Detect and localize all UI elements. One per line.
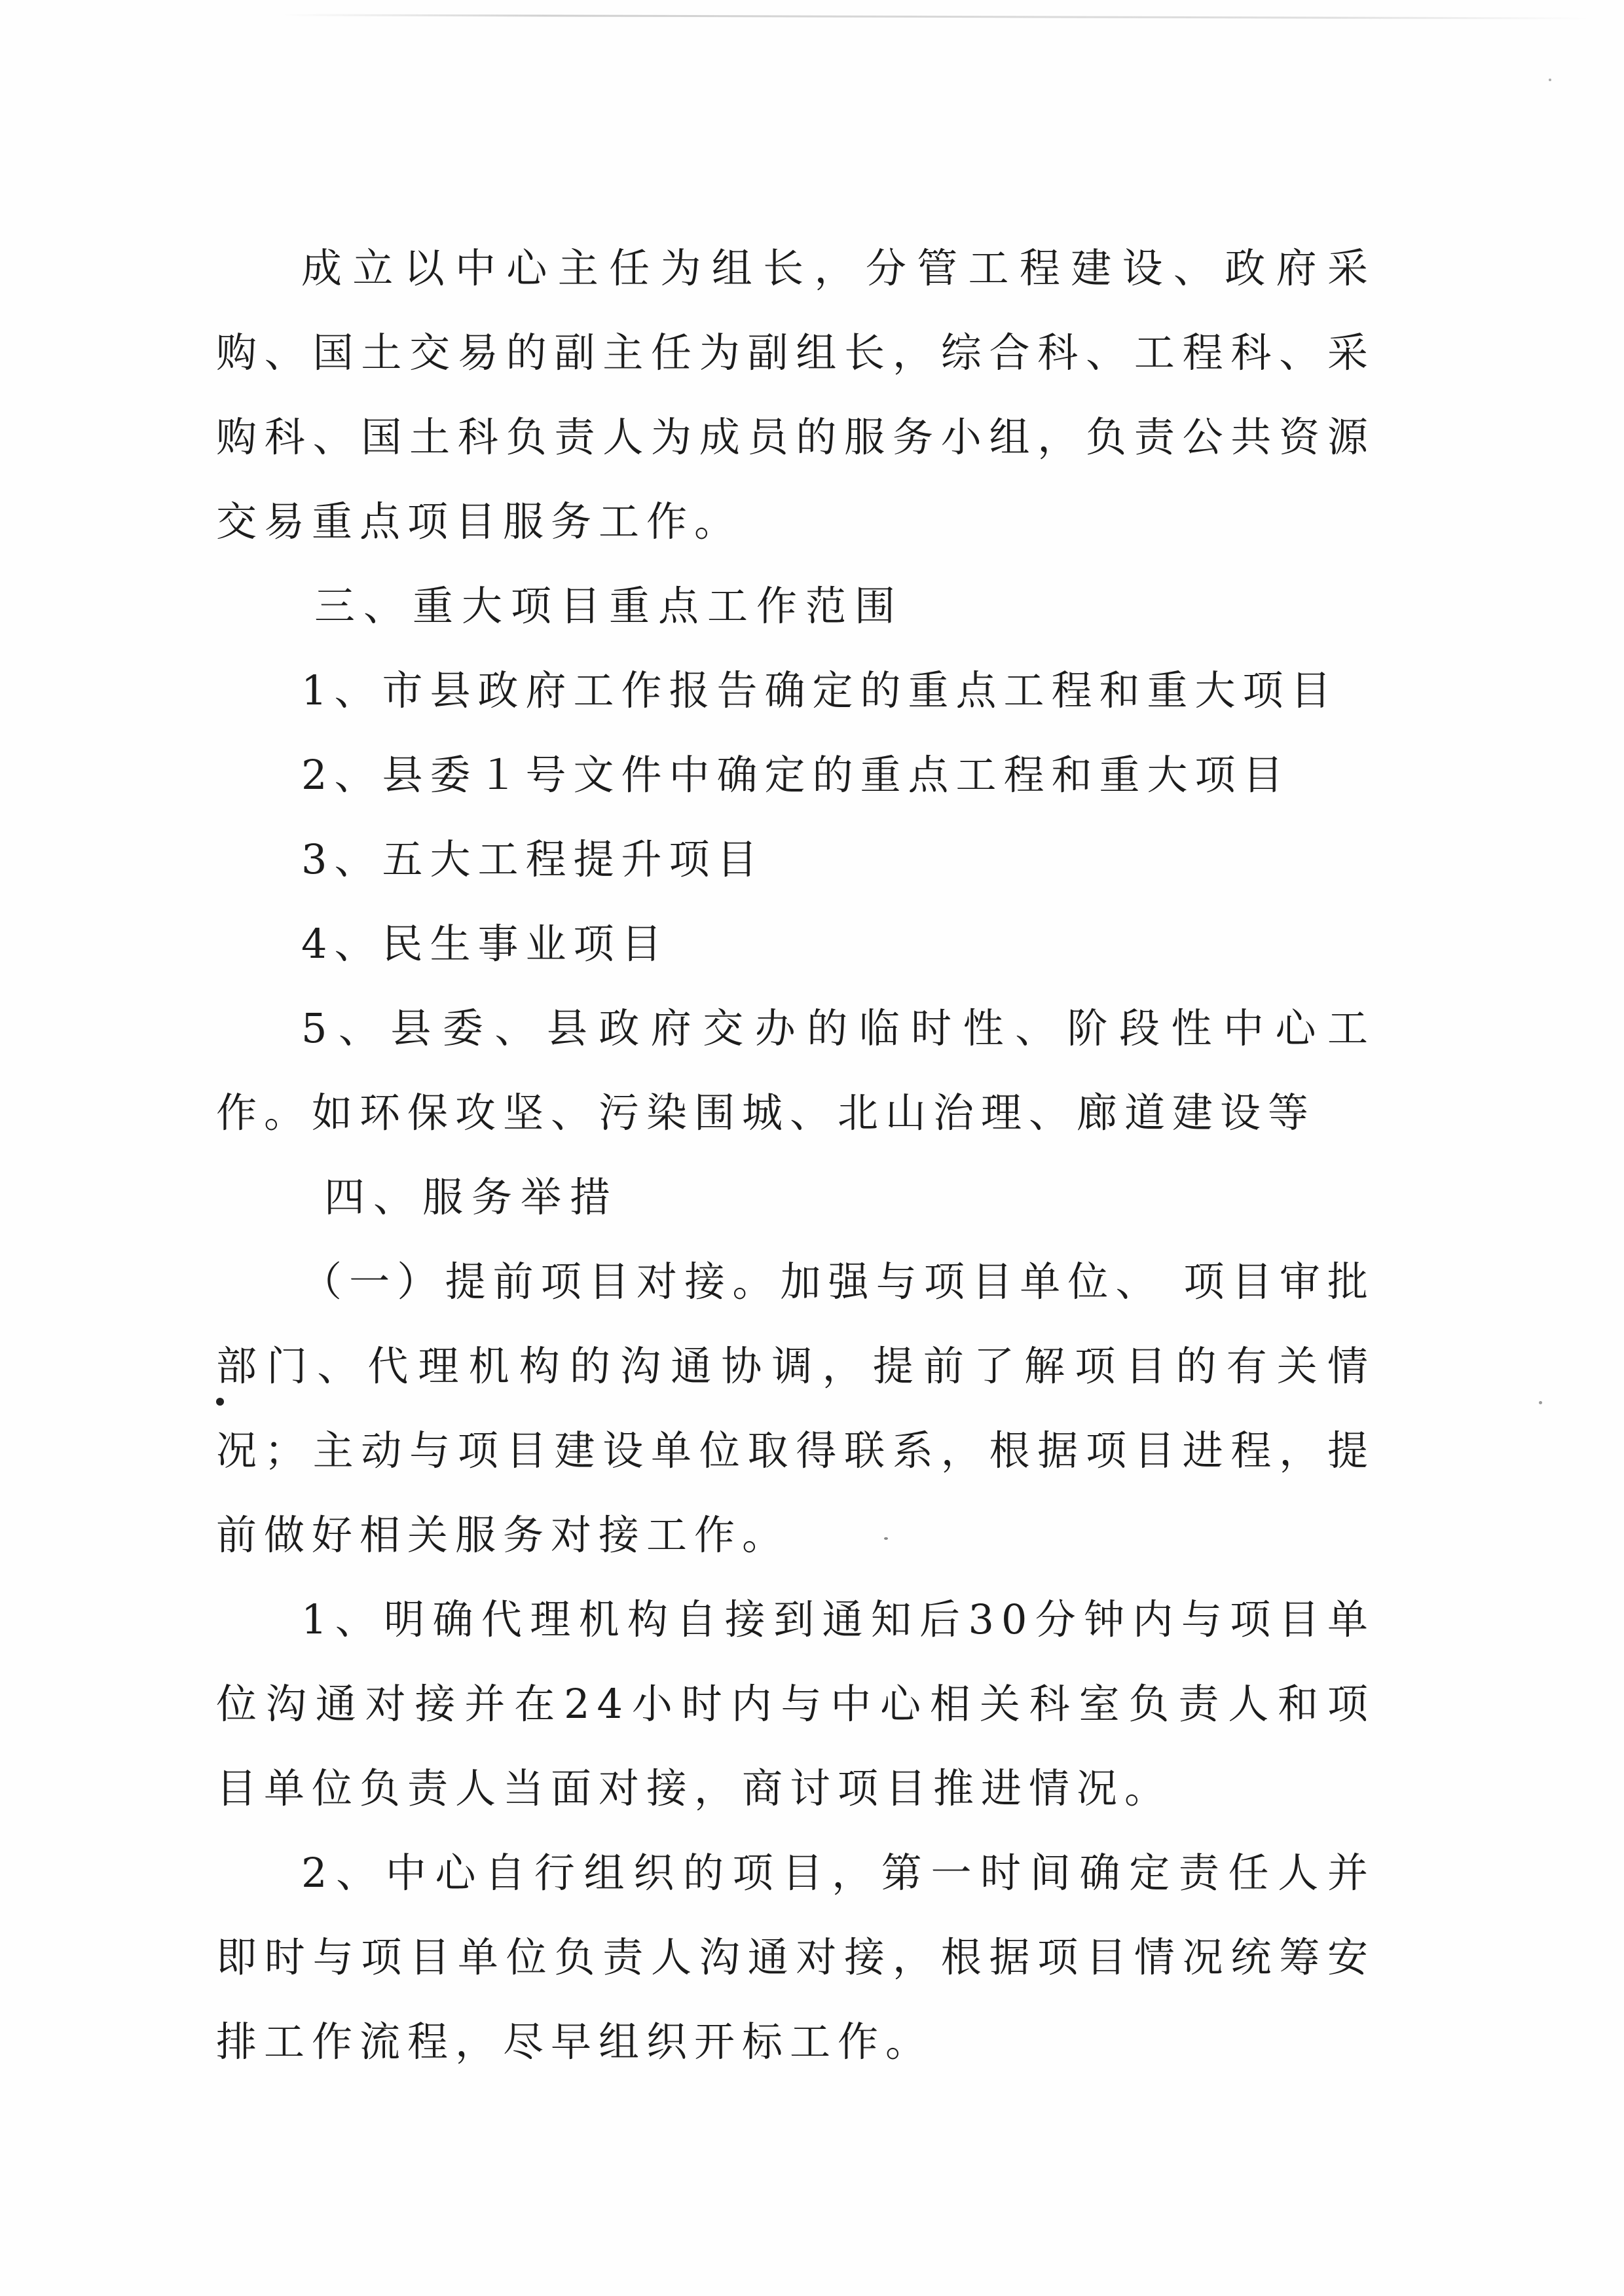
list-item-4: 4、民生事业项目 (301, 920, 669, 968)
list-item-5: 5、县委、县政府交办的临时性、阶段性中心工作。如环保攻坚、污染围城、北山治理、廊道建设等 (216, 1004, 1375, 1137)
paragraph-measure-2: 2、中心自行组织的项目，第一时间确定责任人并即时与项目单位负责人沟通对接，根据项目情况统筹安排工作流程，尽早组织开标工作。 (216, 1849, 1375, 2066)
paragraph-advance-docking: （一）提前项目对接。加强与项目单位、 项目审批部门、代理机构的沟通协调，提前了解项目的有关情况；主动与项目建设单位取得联系，根据项目进程，提前做好相关服务对接工作。 (216, 1258, 1375, 1559)
paragraph-service-group: 成立以中心主任为组长，分管工程建设、政府采购、国土交易的副主任为副组长，综合科、工程科、采购科、国土科负责人为成员的服务小组，负责公共资源交易重点项目服务工作。 (216, 244, 1375, 545)
scan-speck (1539, 1401, 1542, 1404)
scan-speck (216, 1398, 224, 1406)
list-item-2: 2、县委１号文件中确定的重点工程和重大项目 (301, 751, 1291, 799)
list-item-1: 1、市县政府工作报告确定的重点工程和重大项目 (301, 666, 1338, 714)
heading-section-four: 四、服务举措 (324, 1173, 619, 1221)
list-item-3: 3、五大工程提升项目 (301, 835, 765, 883)
paragraph-measure-1: 1、明确代理机构自接到通知后30分钟内与项目单位沟通对接并在24小时内与中心相关科室负责人和项目单位负责人当面对接，商讨项目推进情况。 (216, 1595, 1375, 1812)
heading-section-three: 三、重大项目重点工作范围 (314, 582, 904, 630)
scan-speck (884, 1537, 888, 1540)
document-body (216, 226, 1375, 2084)
scan-speck (1549, 79, 1551, 81)
scan-edge-line (282, 14, 1591, 19)
